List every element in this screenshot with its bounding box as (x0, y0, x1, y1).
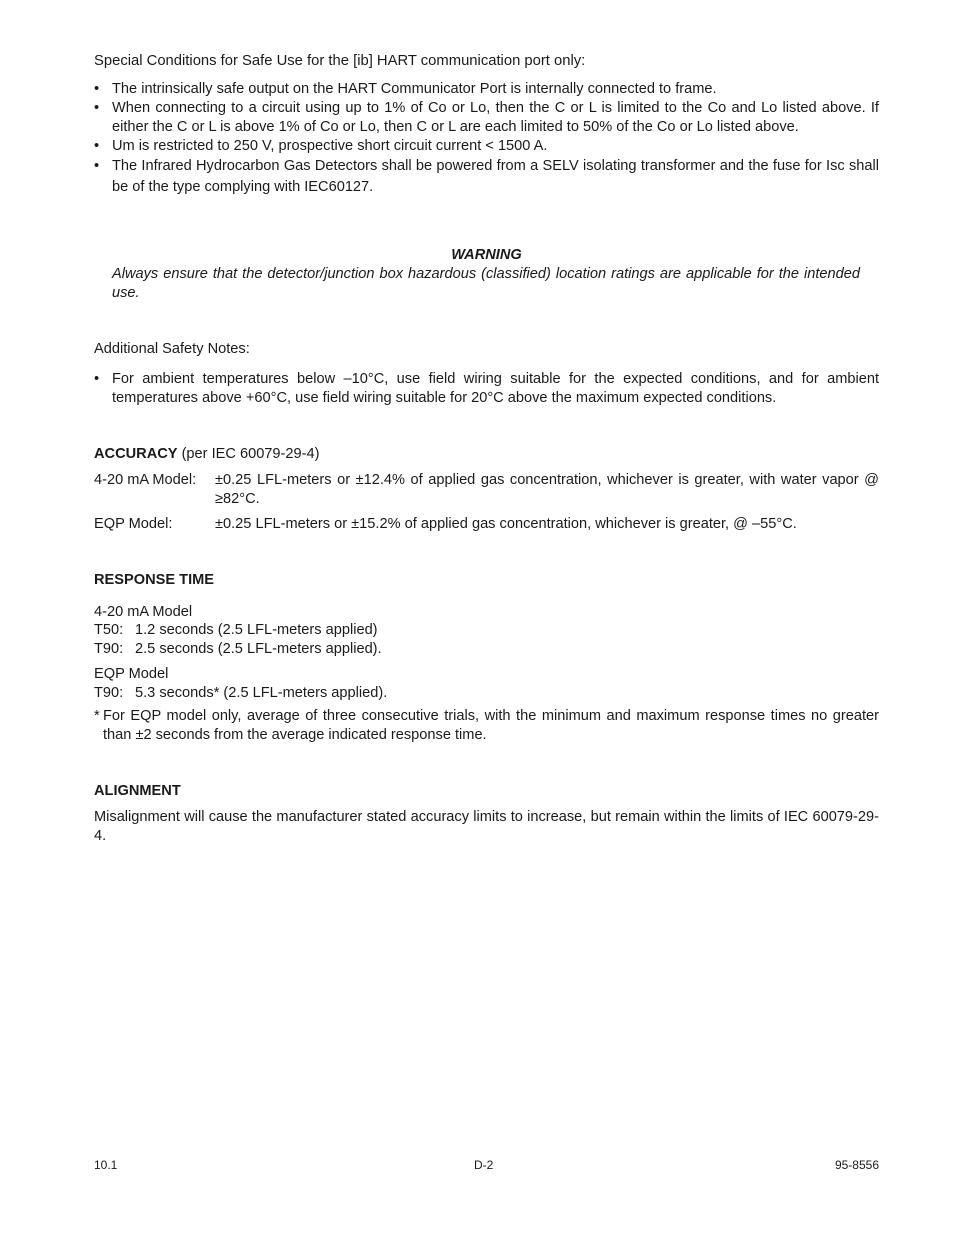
model-subheading: 4-20 mA Model (94, 604, 193, 620)
list-item: • Um is restricted to 250 V, prospective short circuit current < 1500 A. (94, 138, 548, 154)
warning-text: Always ensure that the detector/junction box hazardous (classified) location ratings are applicable for the intended use. (112, 266, 860, 301)
list-item: • When connecting to a circuit using up to 1% of Co or Lo, then the C or L is limited to the Co and Lo listed above. If either the C or L is above 1% of Co or Lo, then C or L are each limited to 50% of the Co or Lo listed above. (94, 100, 879, 135)
asterisk-mark: * (94, 708, 100, 724)
footer-document-number: 95-8556 (834, 1158, 879, 1172)
accuracy-row-value: ±0.25 LFL-meters or ±15.2% of applied gas concentration, whichever is greater, @ –55°C. (215, 516, 797, 532)
response-time-heading: RESPONSE TIME (94, 572, 215, 588)
list-item: • For ambient temperatures below –10°C, use field wiring suitable for the expected conditions, and for ambient temperatures above +60°C, use field wiring suitable for 20°C above the maximum expected conditions. (94, 371, 879, 406)
accuracy-row-label: 4-20 mA Model: (94, 472, 197, 488)
alignment-text: Misalignment will cause the manufacturer stated accuracy limits to increase, but remain within the limits of IEC 60079-29-4. (94, 809, 879, 844)
accuracy-heading: ACCURACY (per IEC 60079-29-4) (94, 446, 320, 462)
special-conditions-list (94, 80, 879, 198)
warning-title: WARNING (451, 247, 522, 263)
response-time-line: T50: 1.2 seconds (2.5 LFL-meters applied) (94, 622, 378, 638)
response-time-line: T90: 2.5 seconds (2.5 LFL-meters applied). (94, 641, 382, 657)
accuracy-row-label: EQP Model: (94, 516, 173, 532)
bullet-icon: • (94, 81, 100, 97)
additional-notes-heading: Additional Safety Notes: (94, 341, 250, 357)
accuracy-row-value: ±0.25 LFL-meters or ±12.4% of applied gas concentration, whichever is greater, with water vapor @ ≥82°C. (215, 472, 879, 507)
document-page (94, 0, 879, 1235)
bullet-icon: • (94, 158, 100, 174)
bullet-icon: • (94, 371, 100, 387)
list-item: • The Infrared Hydrocarbon Gas Detectors shall be powered from a SELV isolating transformer and the fuse for Isc shall be of the type complying with IEC60127. (94, 158, 879, 195)
footer-revision: 10.1 (94, 1158, 118, 1172)
model-subheading: EQP Model (94, 666, 169, 682)
response-time-line: T90: 5.3 seconds* (2.5 LFL-meters applied). (94, 685, 388, 701)
footer-page-number: D-2 (474, 1158, 494, 1172)
alignment-heading: ALIGNMENT (94, 783, 181, 799)
special-conditions-heading: Special Conditions for Safe Use for the [ib] HART communication port only: (94, 53, 586, 69)
bullet-icon: • (94, 100, 100, 116)
footnote: * For EQP model only, average of three consecutive trials, with the minimum and maximum response times no greater than ±2 seconds from the average indicated response time. (94, 708, 879, 743)
bullet-icon: • (94, 138, 100, 154)
list-item: • The intrinsically safe output on the HART Communicator Port is internally connected to frame. (94, 81, 717, 97)
additional-notes-list (94, 370, 879, 408)
